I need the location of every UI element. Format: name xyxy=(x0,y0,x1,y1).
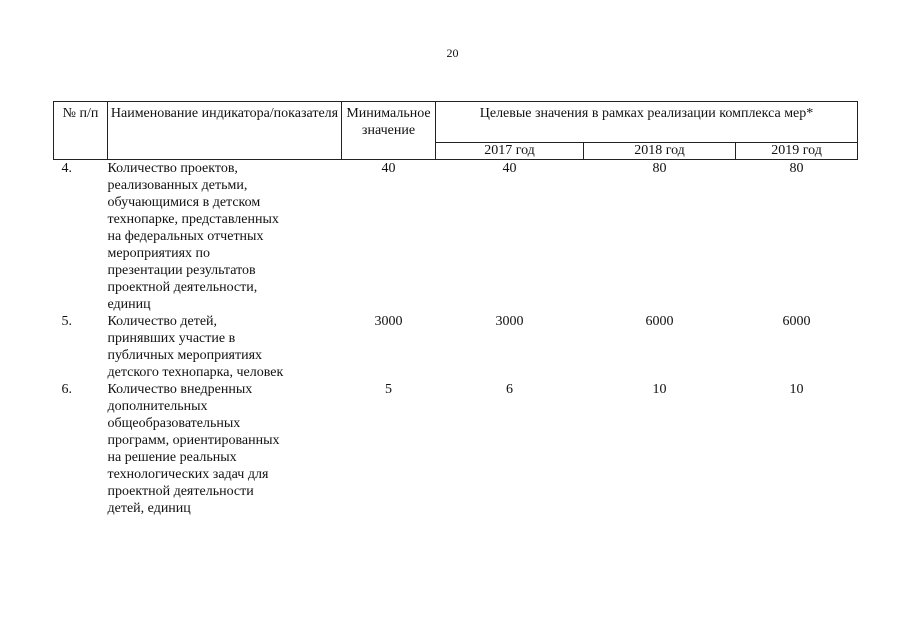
row-2019: 10 xyxy=(789,382,804,397)
indicator-table xyxy=(53,101,858,517)
row-2017: 3000 xyxy=(495,314,524,329)
row-min: 3000 xyxy=(374,314,403,329)
row-2018: 10 xyxy=(652,382,667,397)
row-min: 40 xyxy=(381,161,396,176)
indicator-table-container xyxy=(53,101,857,517)
header-min xyxy=(342,102,436,160)
row-2019: 6000 xyxy=(782,314,811,329)
row-name xyxy=(108,313,342,381)
row-min: 5 xyxy=(385,382,392,397)
table-body xyxy=(54,160,858,518)
table-row xyxy=(54,313,858,381)
row-num: 6. xyxy=(61,382,72,397)
row-name xyxy=(108,381,342,517)
header-min-label: Минимальное значение xyxy=(346,106,431,138)
row-2017: 40 xyxy=(502,161,517,176)
header-num-label: № п/п xyxy=(62,106,99,121)
row-2018: 80 xyxy=(652,161,667,176)
row-2019: 80 xyxy=(789,161,804,176)
header-year-2017: 2017 год xyxy=(436,143,584,160)
row-2017: 6 xyxy=(506,382,513,397)
page-number: 20 xyxy=(446,46,459,60)
header-target xyxy=(436,102,858,143)
table-header xyxy=(54,102,858,160)
header-year-2019: 2019 год xyxy=(736,143,858,160)
table-row xyxy=(54,160,858,314)
header-num xyxy=(54,102,108,160)
header-target-label: Целевые значения в рамках реализации комплекса мер* xyxy=(479,106,814,121)
header-name xyxy=(108,102,342,160)
row-name xyxy=(108,160,342,314)
table-row xyxy=(54,381,858,517)
row-name-text: Количество детей, принявших участие в публичных мероприятиях детского технопарка, человек xyxy=(107,314,284,380)
row-name-text: Количество проектов, реализованных детьми, обучающимися в детском технопарке, представленных на федеральных отчетных мероприятиях по презентации результатов проектной деятельности, единиц xyxy=(107,161,279,312)
row-name-text: Количество внедренных дополнительных общеобразовательных программ, ориентированных на решение реальных технологических задач для проектной деятельности детей, единиц xyxy=(107,382,280,516)
header-name-label: Наименование индикатора/показателя xyxy=(110,106,339,121)
row-num: 5. xyxy=(61,314,72,329)
header-year-2018: 2018 год xyxy=(584,143,736,160)
row-num: 4. xyxy=(61,161,72,176)
row-2018: 6000 xyxy=(645,314,674,329)
